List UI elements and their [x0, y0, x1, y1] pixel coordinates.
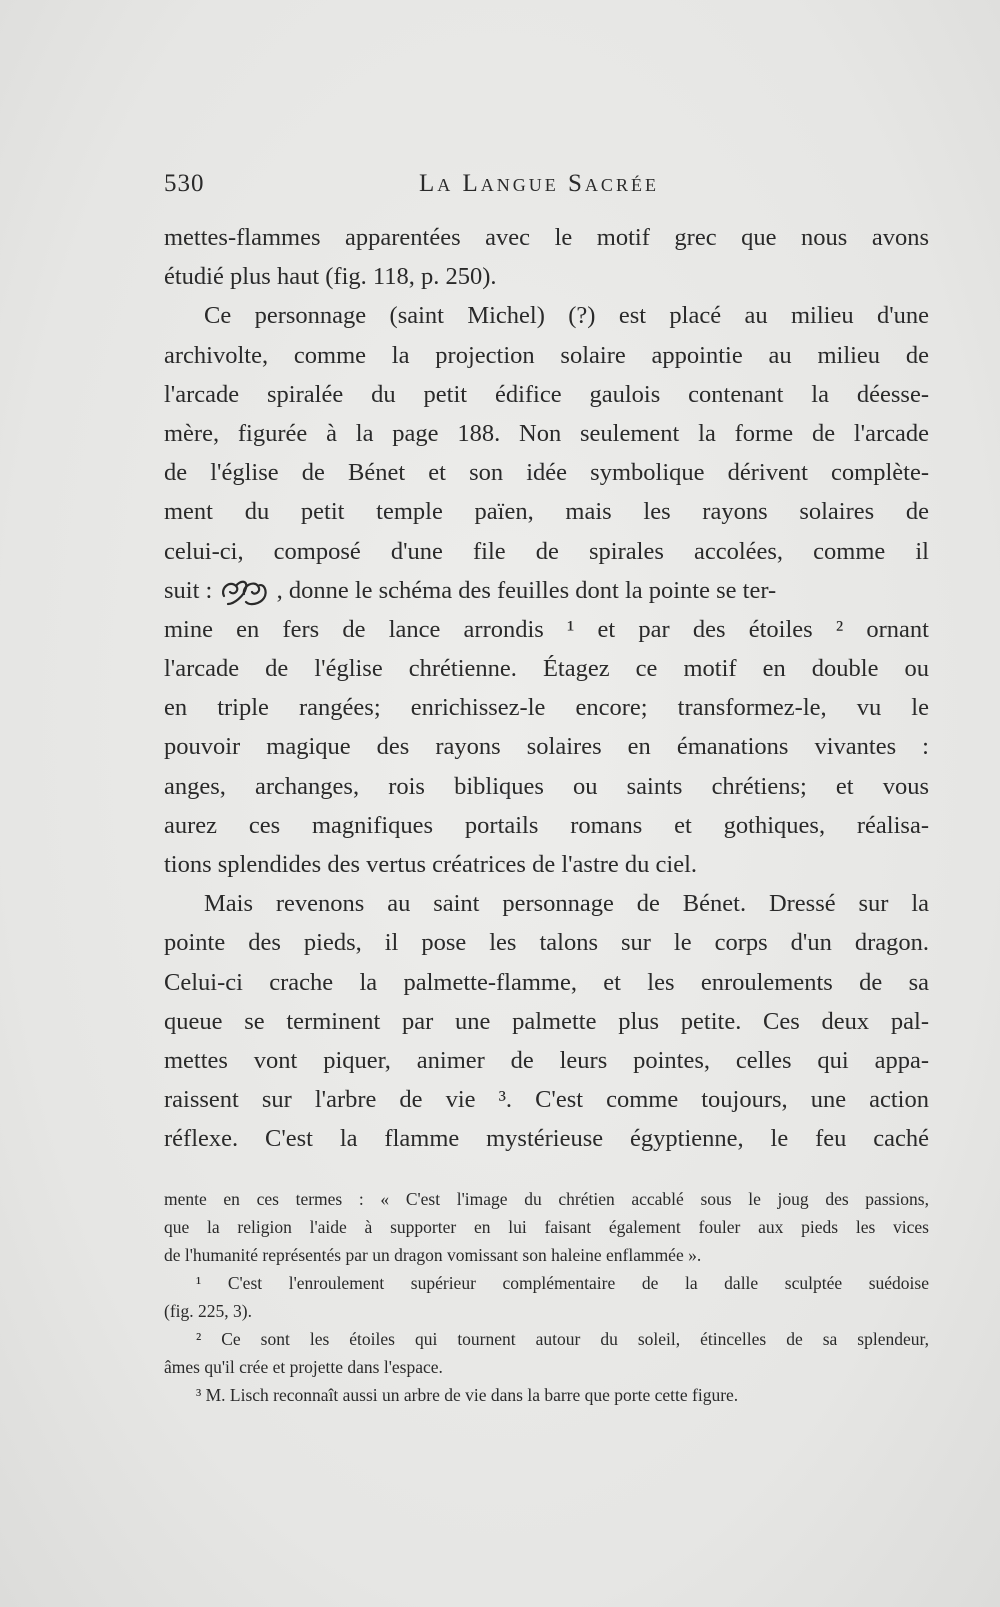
- double-spiral-ornament-icon: [218, 574, 270, 610]
- page-header: [164, 170, 929, 204]
- text-line: de l'église de Bénet et son idée symbolique dérivent complète-: [164, 459, 929, 487]
- text-line: pouvoir magique des rayons solaires en émanations vivantes :: [164, 733, 929, 761]
- footnote-line: mente en ces termes : « C'est l'image du chrétien accablé sous le joug des passions,: [164, 1189, 929, 1209]
- text-line: étudié plus haut (fig. 118, p. 250).: [164, 263, 497, 291]
- text-line-with-ornament: [164, 571, 929, 610]
- footnotes: [164, 1185, 929, 1409]
- text-line: mettes-flammes apparentées avec le motif grec que nous avons: [164, 224, 929, 251]
- text-line: mère, figurée à la page 188. Non seulement la forme de l'arcade: [164, 419, 929, 447]
- footnote-line: (fig. 225, 3).: [164, 1301, 252, 1321]
- page-number: 530: [164, 170, 205, 197]
- text-line: queue se terminent par une palmette plus petite. Ces deux pal-: [164, 1007, 929, 1035]
- footnote-1: ¹ C'est l'enroulement supérieur complémentaire de la dalle sculptée suédoise: [196, 1273, 929, 1293]
- text-line: archivolte, comme la projection solaire appointie au milieu de: [164, 341, 929, 369]
- text-line: Ce personnage (saint Michel) (?) est placé au milieu d'une: [204, 302, 929, 330]
- text-line: ment du petit temple païen, mais les rayons solaires de: [164, 498, 929, 526]
- text-line: mettes vont piquer, animer de leurs pointes, celles qui appa-: [164, 1046, 929, 1074]
- text-fragment: suit :: [164, 576, 213, 604]
- footnote-line: âmes qu'il crée et projette dans l'espace.: [164, 1357, 443, 1377]
- footnote-3: ³ M. Lisch reconnaît aussi un arbre de vie dans la barre que porte cette figure.: [196, 1385, 739, 1405]
- text-line: l'arcade de l'église chrétienne. Étagez ce motif en double ou: [164, 655, 929, 683]
- text-line: réflexe. C'est la flamme mystérieuse égyptienne, le feu caché: [164, 1125, 929, 1153]
- text-line: celui-ci, composé d'une file de spirales accolées, comme il: [164, 537, 929, 565]
- text-line: en triple rangées; enrichissez-le encore; transformez-le, vu le: [164, 694, 929, 722]
- text-line: anges, archanges, rois bibliques ou saints chrétiens; et vous: [164, 772, 929, 800]
- footnote-line: de l'humanité représentés par un dragon vomissant son haleine enflammée ».: [164, 1245, 702, 1265]
- body-text: [164, 218, 929, 1159]
- footnote-line: que la religion l'aide à supporter en lui faisant également fouler aux pieds les vices: [164, 1217, 929, 1237]
- text-line: Mais revenons au saint personnage de Bénet. Dressé sur la: [204, 890, 929, 918]
- text-fragment: , donne le schéma des feuilles dont la pointe se ter-: [276, 576, 777, 604]
- text-line: mine en fers de lance arrondis ¹ et par des étoiles ² ornant: [164, 615, 929, 643]
- text-line: tions splendides des vertus créatrices de l'astre du ciel.: [164, 851, 698, 878]
- text-line: pointe des pieds, il pose les talons sur le corps d'un dragon.: [164, 929, 929, 957]
- text-line: l'arcade spiralée du petit édifice gaulois contenant la déesse-: [164, 380, 929, 408]
- text-line: Celui-ci crache la palmette-flamme, et les enroulements de sa: [164, 968, 929, 996]
- text-line: raissent sur l'arbre de vie ³. C'est comme toujours, une action: [164, 1086, 929, 1114]
- footnote-2: ² Ce sont les étoiles qui tournent autour du soleil, étincelles de sa splendeur,: [196, 1329, 929, 1349]
- running-title: La Langue Sacrée: [419, 170, 659, 197]
- text-line: aurez ces magnifiques portails romans et gothiques, réalisa-: [164, 811, 929, 839]
